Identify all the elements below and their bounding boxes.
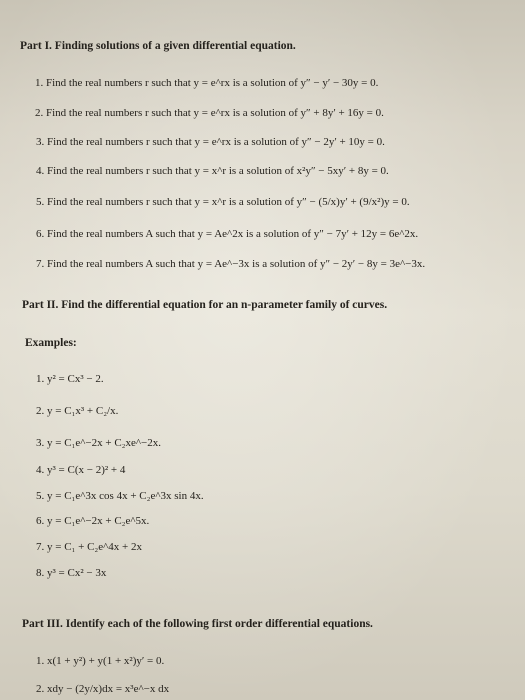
- part-2-example-3: 3. y = C₁e^−2x + C₂xe^−2x.: [36, 437, 161, 449]
- part-1-item-2: 2. Find the real numbers r such that y = e^rx is a solution of y″ + 8y′ + 16y = 0.: [35, 107, 384, 119]
- part-2-example-2: 2. y = C₁x³ + C₂/x.: [36, 405, 119, 417]
- part-2-example-1: 1. y² = Cx³ − 2.: [36, 373, 104, 385]
- part-1-item-6: 6. Find the real numbers A such that y = Ae^2x is a solution of y″ − 7y′ + 12y = 6e^2x.: [36, 228, 419, 240]
- part-1-item-3: 3. Find the real numbers r such that y = e^rx is a solution of y″ − 2y′ + 10y = 0.: [36, 136, 385, 148]
- part-1-item-4: 4. Find the real numbers r such that y = x^r is a solution of x²y″ − 5xy′ + 8y = 0.: [36, 165, 389, 177]
- part-2-example-4: 4. y³ = C(x − 2)² + 4: [36, 464, 126, 476]
- part-2-example-5: 5. y = C₁e^3x cos 4x + C₂e^3x sin 4x.: [36, 490, 204, 502]
- part-2-example-6: 6. y = C₁e^−2x + C₂e^5x.: [36, 515, 150, 527]
- part-3-item-2: 2. xdy − (2y/x)dx = x³e^−x dx: [36, 683, 170, 695]
- part-1-item-7: 7. Find the real numbers A such that y = Ae^−3x is a solution of y″ − 2y′ − 8y = 3e^−3x.: [36, 258, 426, 270]
- examples-label: Examples:: [25, 337, 77, 349]
- part-2-example-8: 8. y³ = Cx² − 3x: [36, 567, 107, 579]
- part-3-title: Part III. Identify each of the following first order differential equations.: [22, 618, 373, 630]
- part-2-title: Part II. Find the differential equation for an n-parameter family of curves.: [22, 299, 388, 311]
- part-1-item-1: 1. Find the real numbers r such that y = e^rx is a solution of y″ − y′ − 30y = 0.: [35, 77, 379, 89]
- part-2-example-7: 7. y = C₁ + C₂e^4x + 2x: [36, 541, 142, 553]
- part-1-title: Part I. Finding solutions of a given differential equation.: [20, 40, 296, 52]
- part-3-item-1: 1. x(1 + y²) + y(1 + x²)y′ = 0.: [36, 655, 165, 667]
- part-1-item-5: 5. Find the real numbers r such that y = x^r is a solution of y″ − (5/x)y′ + (9/x²)y = 0.: [36, 196, 410, 208]
